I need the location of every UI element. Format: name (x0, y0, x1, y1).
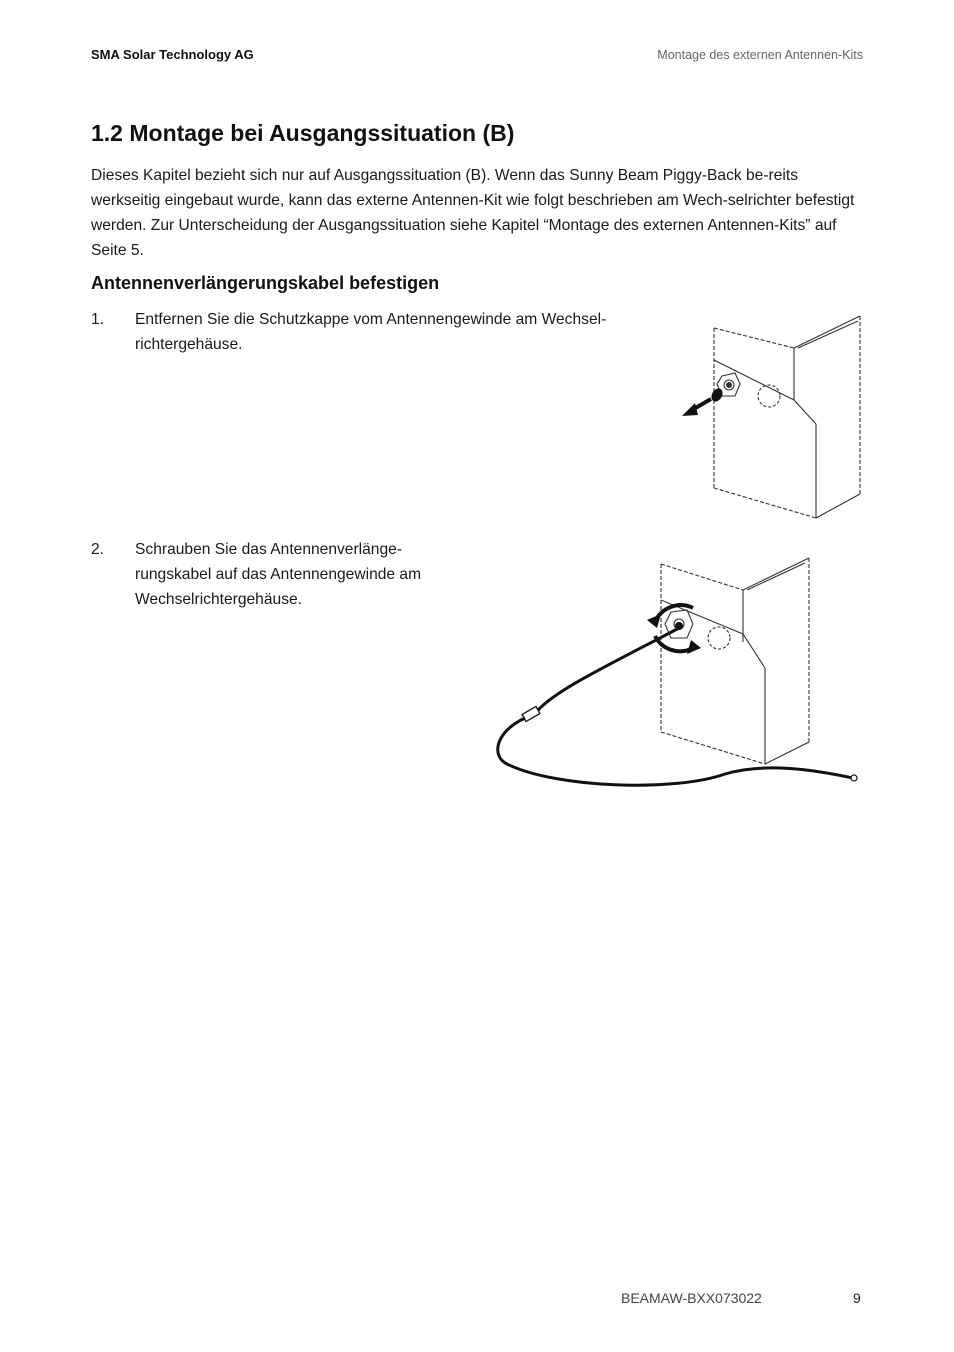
header-chapter: Montage des externen Antennen-Kits (657, 48, 863, 62)
header-company: SMA Solar Technology AG (91, 47, 254, 62)
intro-paragraph: Dieses Kapitel bezieht sich nur auf Ausgangssituation (B). Wenn das Sunny Beam Piggy-Back be-reits werkseitig eingebaut wurde, kann das externe Antennen-Kit wie folgt beschrieben am Wech-selrichter befestigt werden. Zur Unterscheidung der Ausgangssituation siehe Kapitel “Montage des externen Antennen-Kits” auf Seite 5. (91, 167, 855, 259)
section-title: 1.2 Montage bei Ausgangssituation (B) (91, 120, 515, 146)
illustration-remove-cap (668, 312, 864, 522)
subsection-title: Antennenverlängerungskabel befestigen (91, 273, 440, 293)
step-number: 2. (91, 541, 105, 558)
step-text: Schrauben Sie das Antennenverlänge-rungskabel auf das Antennengewinde am Wechselrichtergehäuse. (135, 541, 422, 608)
step-text: Entfernen Sie die Schutzkappe vom Antennengewinde am Wechsel-richtergehäuse. (135, 311, 607, 353)
page-number: 9 (853, 1290, 861, 1306)
step-number: 1. (91, 311, 105, 328)
document-code: BEAMAW-BXX073022 (621, 1290, 762, 1306)
illustration-screw-cable (495, 552, 863, 798)
